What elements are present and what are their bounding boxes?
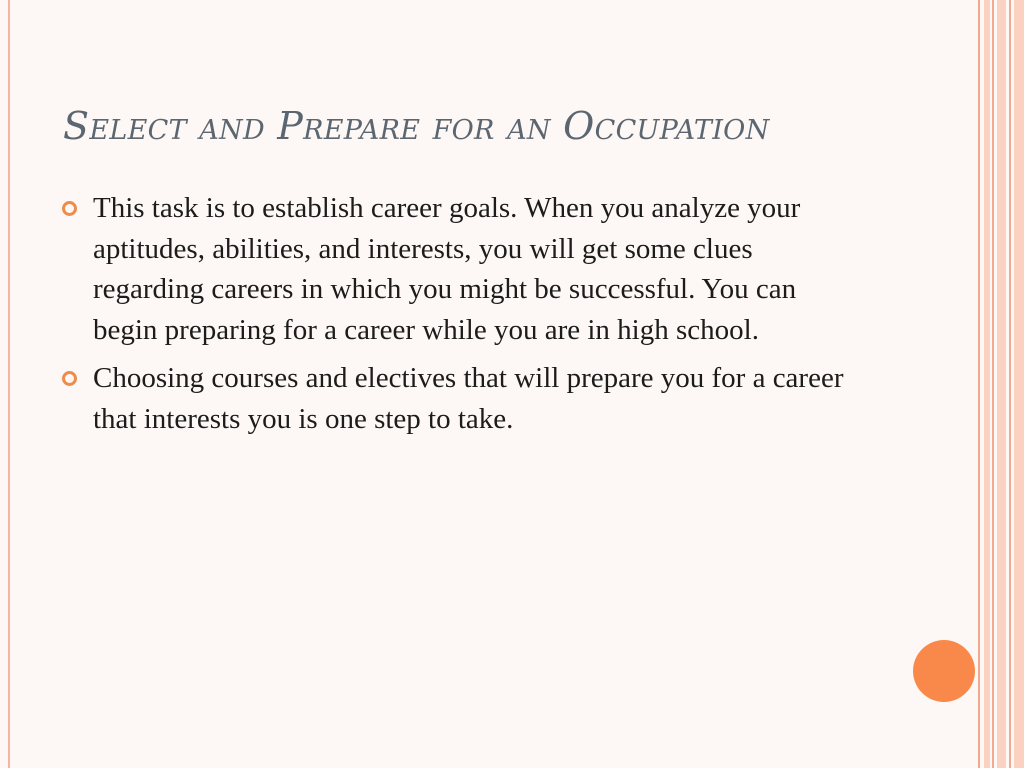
right-decorative-stripe — [997, 0, 1006, 768]
right-decorative-stripe — [1014, 0, 1024, 768]
bullet-item — [62, 358, 862, 439]
right-decorative-stripe — [1009, 0, 1011, 768]
right-decorative-stripe — [978, 0, 980, 768]
bullet-item — [62, 188, 862, 350]
left-border-line — [8, 0, 10, 768]
bullet-ring-icon — [62, 201, 77, 216]
bullet-ring-icon — [62, 371, 77, 386]
decorative-orange-circle — [913, 640, 975, 702]
bullet-text: Choosing courses and electives that will prepare you for a career that interests you is one step to take. — [93, 362, 844, 435]
slide-title: Select and Prepare for an Occupation — [63, 104, 770, 148]
right-decorative-stripe — [992, 0, 994, 768]
right-decorative-stripe — [984, 0, 990, 768]
bullet-text: This task is to establish career goals. When you analyze your aptitudes, abilities, and interests, you will get some clues regarding careers in which you might be successful. You can begin preparing for a career while you are in high school. — [93, 192, 801, 346]
bullet-list — [62, 188, 862, 447]
